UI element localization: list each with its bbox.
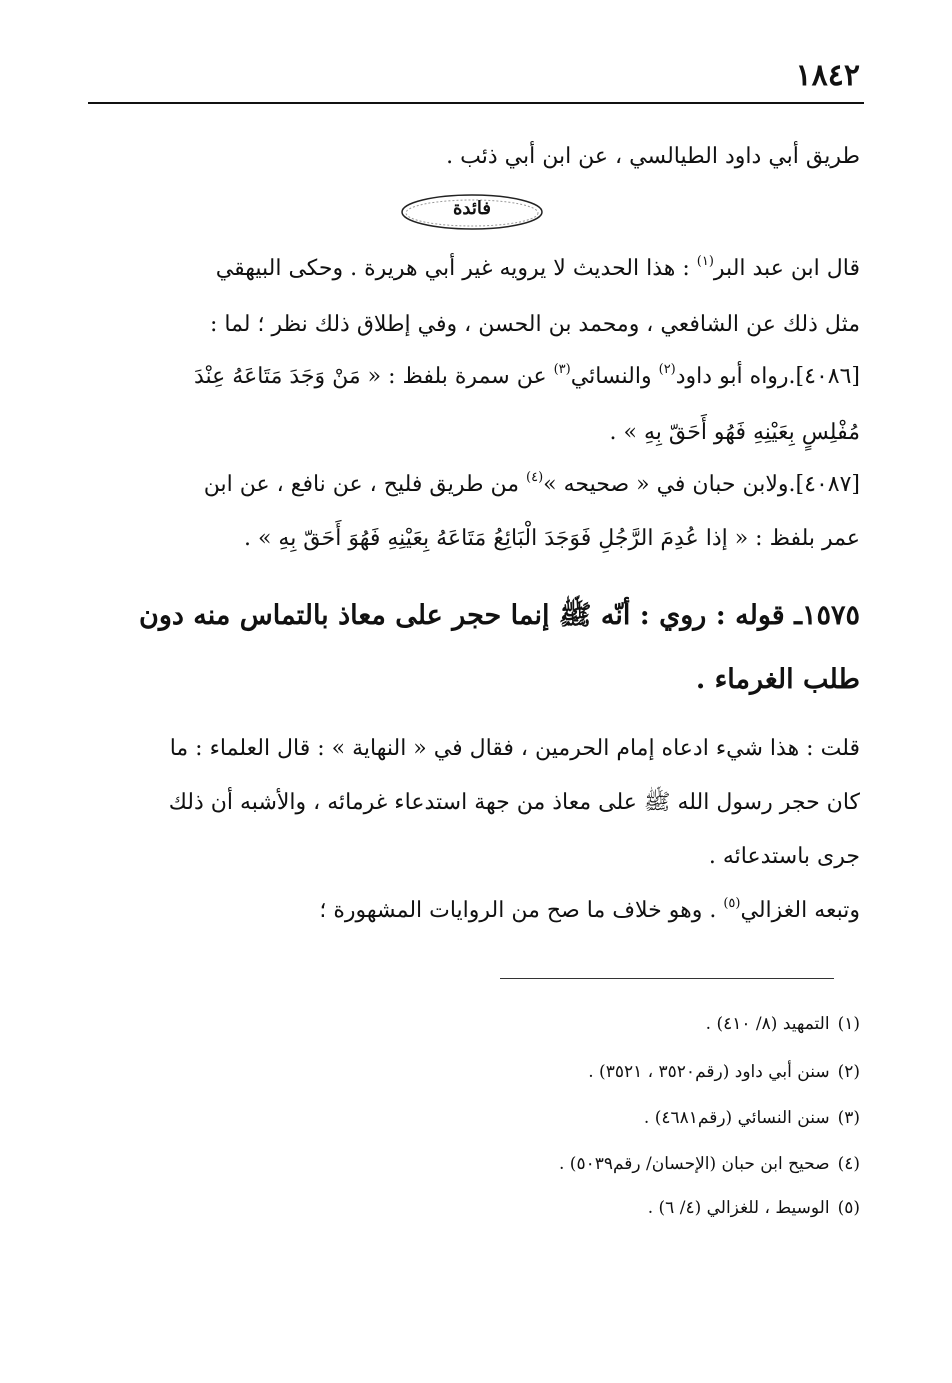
footnote-4 xyxy=(559,1152,860,1176)
footnote-text: صحيح ابن حبان (الإحسان/ رقم٥٠٣٩) . xyxy=(559,1154,830,1174)
footnote-number: (١) xyxy=(837,1014,860,1034)
section-heading-line2: طلب الغرماء . xyxy=(695,664,860,695)
para3-line2: كان حجر رسول الله ﷺ على معاذ من جهة استدعاء غرمائه ، والأشبه أن ذلك xyxy=(168,790,860,815)
para1-text-c: والنسائي xyxy=(570,364,659,389)
para3-line3: جرى باستدعائه . xyxy=(708,844,860,869)
footnote-text: الوسيط ، للغزالي (٤/ ٦) . xyxy=(647,1198,830,1218)
footnote-ref-3[interactable]: (٣) xyxy=(553,362,571,377)
hadith-4086-label: [٤٠٨٦].رواه أبو داود xyxy=(675,364,860,389)
para3-line1: قلت : هذا شيء ادعاه إمام الحرمين ، فقال في « النهاية » : قال العلماء : ما xyxy=(169,736,860,761)
intro-line: طريق أبي داود الطيالسي ، عن ابن أبي ذئب . xyxy=(446,144,860,169)
footnote-number: (٤) xyxy=(837,1154,860,1174)
footnote-number: (٣) xyxy=(837,1108,860,1128)
footnote-number: (٢) xyxy=(837,1062,860,1082)
footnote-ref-5[interactable]: (٥) xyxy=(723,896,741,911)
footnote-5 xyxy=(648,1196,860,1220)
footnote-ref-1[interactable]: (١) xyxy=(696,254,714,269)
footnote-text: سنن النسائي (رقم٤٦٨١) . xyxy=(643,1108,830,1128)
section-label: فائدة xyxy=(453,198,491,219)
section-heading-line1: ١٥٧٥ـ قوله : روي : أنّه ﷺ إنما حجر على معاذ بالتماس منه دون xyxy=(139,600,860,631)
para1-line3 xyxy=(85,360,860,394)
para1-text-b: : هذا الحديث لا يرويه غير أبي هريرة . وحكى البيهقي xyxy=(215,256,697,281)
para2-line1 xyxy=(85,468,860,502)
para3-text-b: . وهو خلاف ما صح من الروايات المشهورة ؛ xyxy=(319,898,724,923)
footnote-ref-2[interactable]: (٢) xyxy=(658,362,676,377)
section-label-ornament xyxy=(400,192,544,232)
para1-text-d: عن سمرة بلفظ : « مَنْ وَجَدَ مَتَاعَهُ عِنْدَ xyxy=(194,364,554,389)
para1-line4: مُفْلِسٍ بِعَيْنِهِ فَهُو أَحَقّ بِهِ » . xyxy=(609,420,860,445)
para3-text-a: وتبعه الغزالي xyxy=(740,898,860,923)
para1-line1 xyxy=(85,252,860,286)
footnote-3 xyxy=(644,1106,860,1130)
footnote-ref-4[interactable]: (٤) xyxy=(526,470,544,485)
para2-line2: عمر بلفظ : « إذا عُدِمَ الرَّجُلِ فَوَجَدَ الْبَائِعُ مَتَاعَهُ بِعَيْنِهِ فَهُوَ أَحَقّ بِهِ » . xyxy=(243,526,860,551)
footnote-1 xyxy=(706,1012,860,1036)
page-number: ١٨٤٢ xyxy=(795,58,860,93)
footnote-separator xyxy=(500,978,834,979)
footnote-number: (٥) xyxy=(837,1198,860,1218)
para1-text-a: قال ابن عبد البر xyxy=(713,256,860,281)
para1-line2: مثل ذلك عن الشافعي ، ومحمد بن الحسن ، وفي إطلاق ذلك نظر ؛ لما : xyxy=(209,312,860,337)
para3-line4 xyxy=(85,894,860,928)
header-rule xyxy=(88,102,864,104)
para2-text-b: من طريق فليح ، عن نافع ، عن ابن xyxy=(203,472,527,497)
footnote-text: التمهيد (٨/ ٤١٠) . xyxy=(705,1014,830,1034)
footnote-text: سنن أبي داود (رقم٣٥٢٠ ، ٣٥٢١) . xyxy=(588,1062,830,1082)
hadith-4087-label: [٤٠٨٧].ولابن حبان في « صحيحه » xyxy=(543,472,860,497)
footnote-2 xyxy=(588,1060,860,1084)
